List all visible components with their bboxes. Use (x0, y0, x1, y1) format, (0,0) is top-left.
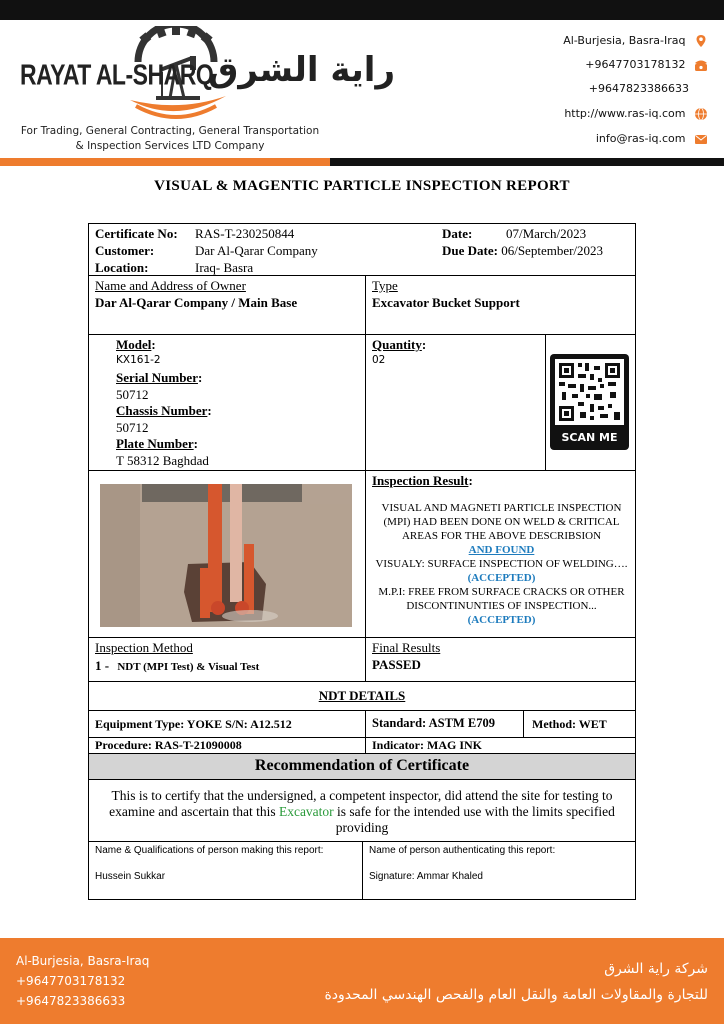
result-mpi: M.P.I: FREE FROM SURFACE CRACKS OR OTHER DISCONTINUNTIES OF INSPECTION... (378, 586, 625, 612)
footer-phone-1: +9647703178132 (16, 974, 126, 988)
ndt-title-cell (88, 681, 636, 711)
method-wet-cell (523, 710, 636, 738)
auth-label: Name of person authenticating this report: (369, 845, 556, 856)
phone-icon (694, 58, 708, 72)
result-text-1: VISUAL AND MAGNETI PARTICLE INSPECTION (MPI) HAD BEEN DONE ON WELD & CRITICAL AREAS FOR THE ABOVE DESCRIBSION (381, 502, 622, 542)
accepted-badge-1: (ACCEPTED) (467, 572, 536, 584)
quantity-cell (365, 334, 546, 471)
contact-email[interactable]: info@ras-iq.com (596, 132, 708, 146)
logo-text-ar: راية الشرق (208, 50, 396, 90)
maker-value: Hussein Sukkar (95, 871, 166, 882)
accepted-badge-2: (ACCEPTED) (467, 614, 536, 626)
chassis-label: Chassis Number: (116, 403, 212, 418)
method-value: 1 - NDT (MPI Test) & Visual Test (95, 658, 260, 673)
standard-value: Standard: ASTM E709 (372, 716, 495, 730)
location-value: Iraq- Basra (195, 260, 254, 275)
result-found: AND FOUND (468, 544, 535, 556)
top-bar (0, 0, 724, 20)
header-stripe-orange (0, 158, 330, 166)
company-tagline: For Trading, General Contracting, General Transportation & Inspection Services LTD Company (20, 125, 320, 152)
equipment-cell (88, 710, 366, 738)
maker-cell (88, 841, 363, 900)
final-results-cell (365, 637, 636, 682)
equipment-type: Equipment Type: YOKE S/N: A12.512 (95, 717, 292, 731)
quantity-label: Quantity: (372, 337, 427, 352)
result-visual: VISUALY: SURFACE INSPECTION OF WELDING…. (ACCEPTED) (375, 558, 628, 584)
serial-label: Serial Number: (116, 370, 203, 385)
method-label: Inspection Method (95, 640, 193, 655)
ndt-title: NDT DETAILS (318, 688, 406, 703)
procedure-cell (88, 737, 366, 754)
model-value: KX161-2 (116, 354, 161, 366)
qr-code[interactable] (550, 354, 629, 450)
owner-value: Dar Al-Qarar Company / Main Base (95, 295, 298, 310)
qr-scan-label: SCAN ME (561, 431, 618, 444)
type-label: Type (372, 278, 398, 293)
globe-icon (694, 107, 708, 121)
excavator-photo (100, 484, 352, 627)
procedure-value: Procedure: RAS-T-21090008 (95, 738, 242, 752)
indicator-cell (365, 737, 636, 754)
final-value: PASSED (372, 657, 421, 672)
owner-cell (88, 275, 366, 335)
contact-address: Al-Burjesia, Basra-Iraq (563, 34, 708, 48)
recommendation-title-cell (88, 753, 636, 780)
customer-label: Customer: (95, 243, 155, 258)
location-pin-icon (694, 34, 708, 48)
mail-icon (694, 132, 708, 146)
certificate-value: RAS-T-230250844 (195, 226, 295, 241)
plate-value: T 58312 Baghdad (116, 453, 209, 468)
owner-label: Name and Address of Owner (95, 278, 246, 293)
qr-code-icon (550, 354, 629, 430)
footer-phone-2: +9647823386633 (16, 994, 126, 1008)
header-stripe-dark (330, 158, 724, 166)
customer-value: Dar Al-Qarar Company (195, 243, 318, 258)
type-cell (365, 275, 636, 335)
serial-value: 50712 (116, 387, 149, 402)
photo-cell (88, 470, 366, 638)
footer-contact (16, 951, 149, 1011)
location-label: Location: (95, 260, 149, 275)
recommendation-text-cell (88, 779, 636, 842)
contact-phone-1: +9647703178132 (585, 58, 708, 72)
qr-cell (545, 334, 636, 471)
contact-phone-2: +9647823386633 (588, 82, 689, 95)
logo-text-en: RAYAT AL-SHARQ (20, 58, 214, 91)
authenticator-cell (362, 841, 636, 900)
certificate-info-box (88, 223, 636, 276)
contact-website[interactable]: http://www.ras-iq.com (564, 107, 708, 121)
standard-cell (365, 710, 524, 738)
method-cell (88, 637, 366, 682)
recommendation-text: This is to certify that the undersigned, a competent inspector, did attend the site for testing to examine and ascertain that this Excavator is safe for the intended use with the limits specified providing (109, 788, 615, 835)
auth-value: Signature: Ammar Khaled (369, 871, 483, 882)
method-wet: Method: WET (532, 717, 607, 731)
footer-company-ar: شركة راية الشرق للتجارة والمقاولات العامة والنقل العام والفحص الهندسي المحدودة (324, 961, 708, 1003)
result-text (374, 501, 629, 627)
chassis-value: 50712 (116, 420, 149, 435)
result-label: Inspection Result: (372, 473, 473, 488)
date-label: Date: (442, 226, 473, 241)
recommendation-title: Recommendation of Certificate (254, 757, 470, 774)
quantity-value: 02 (372, 354, 386, 366)
certificate-label: Certificate No: (95, 226, 178, 241)
indicator-value: Indicator: MAG INK (372, 738, 482, 752)
model-label: Model: (116, 337, 156, 352)
equipment-highlight: Excavator (278, 804, 334, 819)
type-value: Excavator Bucket Support (372, 295, 520, 310)
plate-label: Plate Number: (116, 436, 198, 451)
inspection-result-cell (365, 470, 636, 638)
due-date: Due Date: 06/September/2023 (442, 243, 604, 258)
maker-label: Name & Qualifications of person making this report: (95, 845, 324, 856)
report-title: VISUAL & MAGENTIC PARTICLE INSPECTION REPORT (154, 178, 570, 194)
footer-address: Al-Burjesia, Basra-Iraq (16, 954, 150, 968)
date-value: 07/March/2023 (506, 226, 587, 241)
final-label: Final Results (372, 640, 441, 655)
model-cell (88, 334, 366, 471)
